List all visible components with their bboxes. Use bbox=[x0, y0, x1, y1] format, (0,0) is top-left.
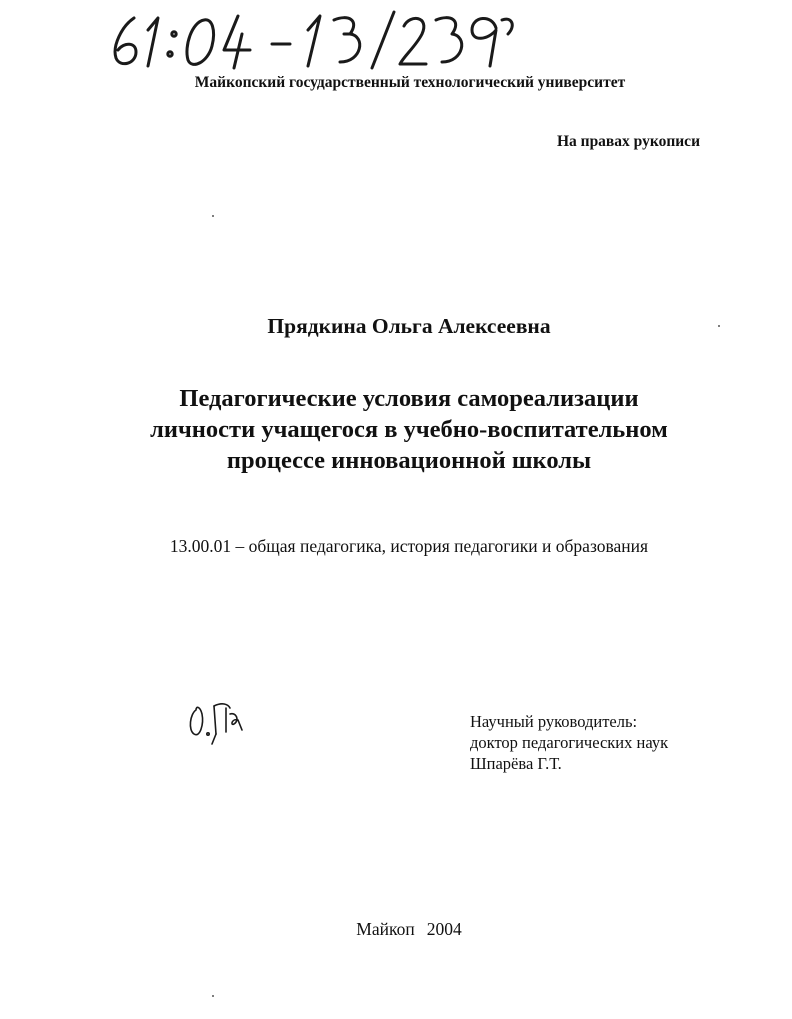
place-and-year bbox=[0, 919, 792, 940]
scan-speck bbox=[212, 995, 214, 997]
archive-number-drawing bbox=[104, 6, 514, 72]
supervisor-name: Шпарёва Г.Т. bbox=[470, 754, 562, 773]
author-name: Прядкина Ольга Алексеевна bbox=[267, 314, 551, 338]
manuscript-rights-note: На правах рукописи bbox=[556, 133, 700, 150]
supervisor-degree: доктор педагогических наук bbox=[470, 733, 669, 752]
supervisor-label: Научный руководитель: bbox=[470, 712, 638, 731]
scientific-supervisor bbox=[470, 711, 668, 774]
handwritten-signature bbox=[186, 690, 250, 746]
scan-speck bbox=[212, 215, 214, 217]
specialty-code: 13.00.01 – общая педагогика, история педагогики и образования bbox=[169, 536, 649, 556]
archive-number-handwritten bbox=[104, 6, 514, 72]
signature-drawing bbox=[186, 690, 250, 746]
title-line: личности учащегося в учебно-воспитательном bbox=[150, 416, 668, 443]
title-line: Педагогические условия самореализации bbox=[179, 385, 639, 412]
city: Майкоп bbox=[356, 919, 415, 939]
dissertation-title bbox=[0, 383, 792, 476]
university-name: Майкопский государственный технологический университет bbox=[194, 74, 626, 91]
title-line: процессе инновационной школы bbox=[226, 447, 592, 474]
year: 2004 bbox=[426, 919, 462, 939]
